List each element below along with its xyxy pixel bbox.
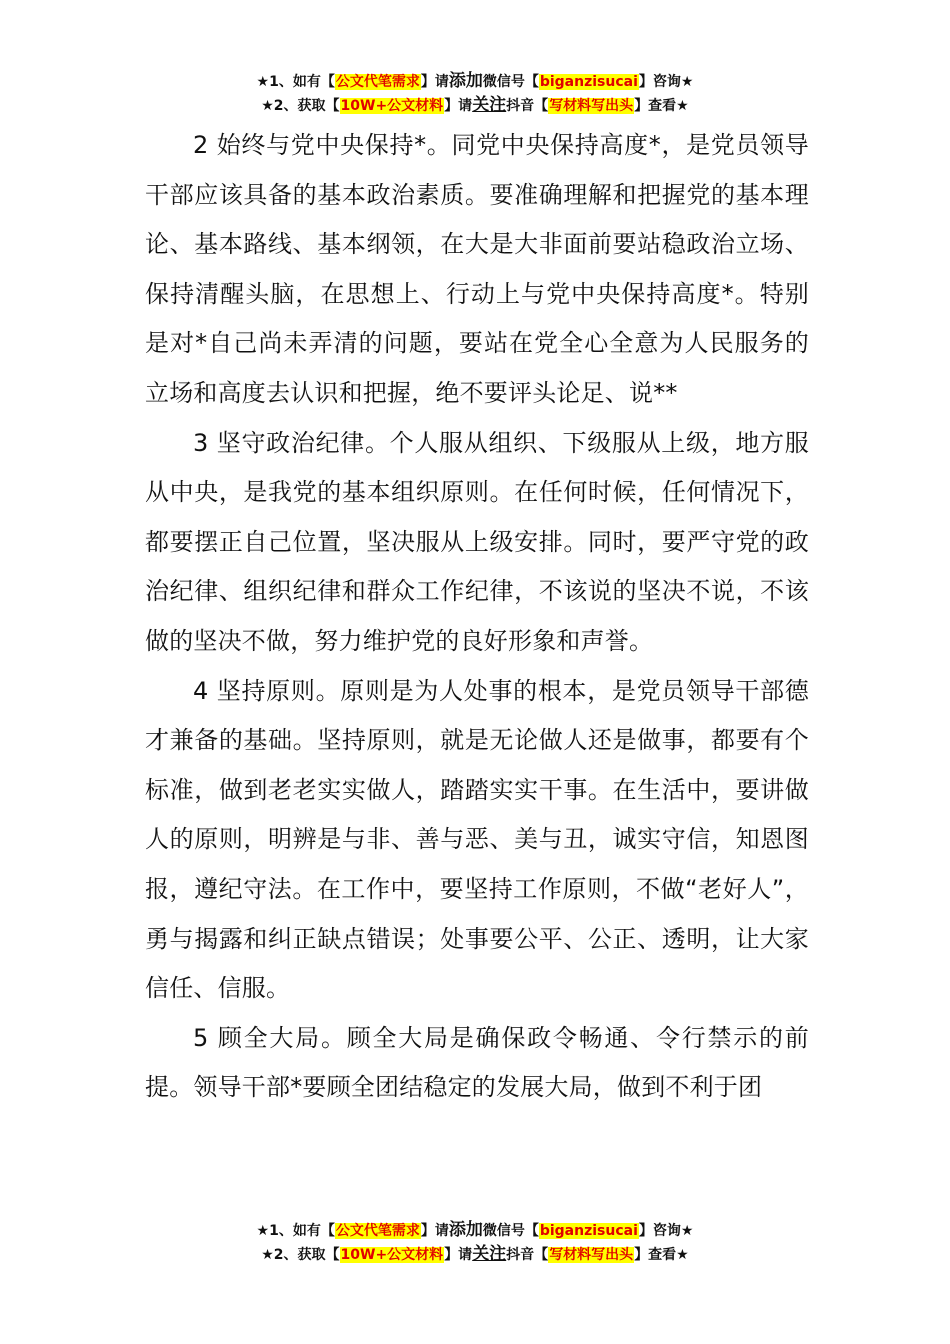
highlight-tag: 公文代笔需求 xyxy=(335,1223,420,1239)
douyin-id-tag: 写材料写出头 xyxy=(549,1247,634,1263)
banner-line-2: ★2、获取【10W+公文材料】请关注抖音【写材料写出头】查看★ xyxy=(261,1244,689,1264)
highlight-tag: 公文代笔需求 xyxy=(335,74,420,90)
paragraph-3: 3 坚守政治纪律。个人服从组织、下级服从上级，地方服从中央，是我党的基本组织原则。在任何时候，任何情况下，都要摆正自己位置，坚决服从上级安排。同时，要严守党的政治纪律、组织纪律和群众工作纪律，不该说的坚决不说，不该做的坚决不做，努力维护党的良好形象和声誉。 xyxy=(145,428,809,655)
highlight-tag: 10W+公文材料 xyxy=(340,1247,444,1263)
paragraph-2: 2 始终与党中央保持*。同党中央保持高度*，是党员领导干部应该具备的基本政治素质。要准确理解和把握党的基本理论、基本路线、基本纲领，在大是大非面前要站稳政治立场、保持清醒头脑，在思想上、行动上与党中央保持高度*。特别是对*自己尚未弄清的问题，要站在党全心全意为人民服务的立场和高度去认识和把握，绝不要评头论足、说** xyxy=(145,131,809,407)
banner-line-1: ★1、如有【公文代笔需求】请添加微信号【biganzisucai】咨询★ xyxy=(256,71,694,91)
wechat-id-tag: biganzisucai xyxy=(539,1223,638,1239)
banner-line-1: ★1、如有【公文代笔需求】请添加微信号【biganzisucai】咨询★ xyxy=(256,1220,694,1240)
paragraph-4: 4 坚持原则。原则是为人处事的根本，是党员领导干部德才兼备的基础。坚持原则，就是无论做人还是做事，都要有个标准，做到老老实实做人，踏踏实实干事。在生活中，要讲做人的原则，明辨是与非、善与恶、美与丑，诚实守信，知恩图报，遵纪守法。在工作中，要坚持工作原则，不做“老好人”，勇与揭露和纠正缺点错误；处事要公平、公正、透明，让大家信任、信服。 xyxy=(145,676,809,1003)
douyin-id-tag: 写材料写出头 xyxy=(549,98,634,114)
footer-banner xyxy=(0,1219,950,1267)
banner-line-2: ★2、获取【10W+公文材料】请关注抖音【写材料写出头】查看★ xyxy=(261,95,689,115)
paragraph-5: 5 顾全大局。顾全大局是确保政令畅通、令行禁示的前提。领导干部*要顾全团结稳定的发展大局，做到不利于团 xyxy=(145,1023,809,1102)
header-banner xyxy=(0,70,950,118)
wechat-id-tag: biganzisucai xyxy=(539,74,638,90)
highlight-tag: 10W+公文材料 xyxy=(340,98,444,114)
document-body xyxy=(145,121,809,1113)
